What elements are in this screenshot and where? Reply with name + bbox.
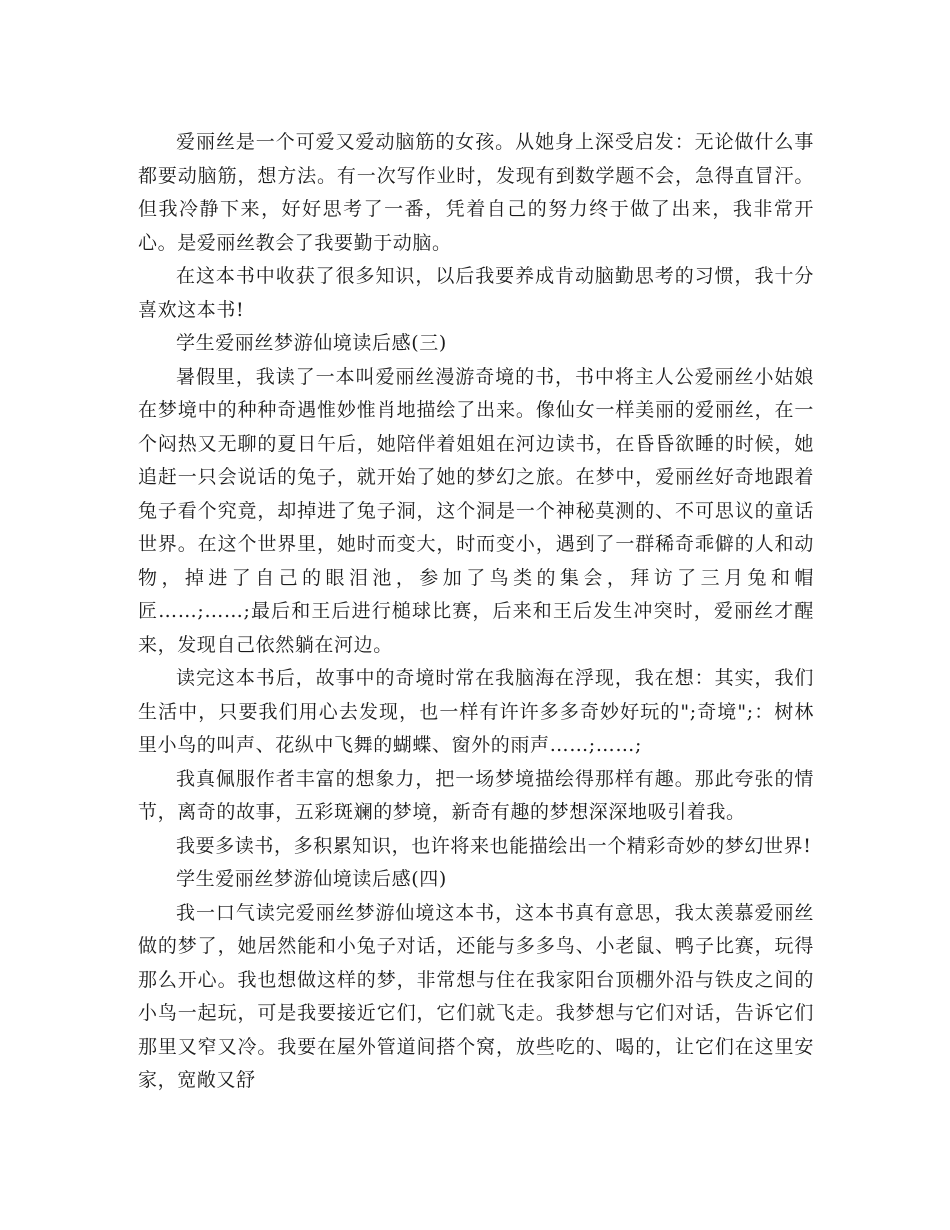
section-heading: 学生爱丽丝梦游仙境读后感(四) — [176, 868, 447, 890]
section-heading: 学生爱丽丝梦游仙境读后感(三) — [176, 332, 447, 354]
paragraph: 读完这本书后，故事中的奇境时常在我脑海在浮现，我在想：其实，我们生活中，只要我们用心去发现，也一样有许许多多奇妙好玩的";奇境";：树林里小鸟的叫声、花纵中飞舞的蝴蝶、窗外的雨声……;……; — [138, 667, 814, 756]
document-body — [138, 126, 814, 1098]
paragraph: 我真佩服作者丰富的想象力，把一场梦境描绘得那样有趣。那此夸张的情节，离奇的故事，五彩斑斓的梦境，新奇有趣的梦想深深地吸引着我。 — [138, 767, 814, 823]
paragraph: 爱丽丝是一个可爱又爱动脑筋的女孩。从她身上深受启发：无论做什么事都要动脑筋，想方法。有一次写作业时，发现有到数学题不会，急得直冒汗。但我冷静下来，好好思考了一番，凭着自己的努力终于做了出来，我非常开心。是爱丽丝教会了我要勤于动脑。 — [138, 131, 814, 254]
paragraph: 暑假里，我读了一本叫爱丽丝漫游奇境的书，书中将主人公爱丽丝小姑娘在梦境中的种种奇遇惟妙惟肖地描绘了出来。像仙女一样美丽的爱丽丝，在一个闷热又无聊的夏日午后，她陪伴着姐姐在河边读书，在昏昏欲睡的时候，她追赶一只会说话的兔子，就开始了她的梦幻之旅。在梦中，爱丽丝好奇地跟着兔子看个究竟，却掉进了兔子洞，这个洞是一个神秘莫测的、不可思议的童话世界。在这个世界里，她时而变大，时而变小，遇到了一群稀奇乖僻的人和动物，掉进了自己的眼泪池，参加了鸟类的集会，拜访了三月兔和帽匠……;……;最后和王后进行槌球比赛，后来和王后发生冲突时，爱丽丝才醒来，发现自己依然躺在河边。 — [138, 365, 814, 656]
paragraph: 在这本书中收获了很多知识，以后我要养成肯动脑勤思考的习惯，我十分喜欢这本书! — [138, 265, 814, 321]
paragraph: 我一口气读完爱丽丝梦游仙境这本书，这本书真有意思，我太羡慕爱丽丝做的梦了，她居然能和小兔子对话，还能与多多鸟、小老鼠、鸭子比赛，玩得那么开心。我也想做这样的梦，非常想与住在我家阳台顶棚外沿与铁皮之间的小鸟一起玩，可是我要接近它们，它们就飞走。我梦想与它们对话，告诉它们那里又窄又冷。我要在屋外管道间搭个窝，放些吃的、喝的，让它们在这里安家，宽敞又舒 — [138, 901, 814, 1091]
paragraph: 我要多读书，多积累知识，也许将来也能描绘出一个精彩奇妙的梦幻世界! — [176, 834, 812, 857]
